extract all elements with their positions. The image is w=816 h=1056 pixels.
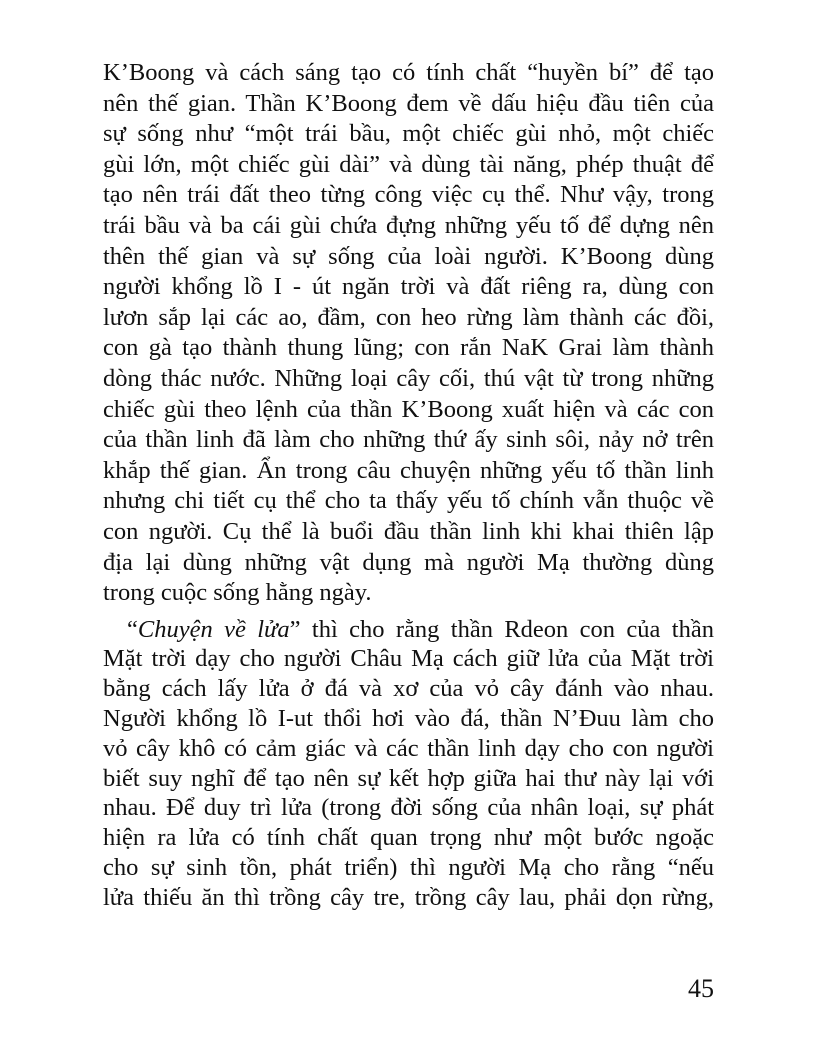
text-line: nhau. Để duy trì lửa (trong đời sống của nhân loại, sự phát xyxy=(103,794,714,822)
text-line: nhưng chi tiết cụ thể cho ta thấy yếu tố chính vẫn thuộc về xyxy=(103,487,714,515)
text-line: biết suy nghĩ để tạo nên sự kết hợp giữa hai thư này lại với xyxy=(103,764,714,792)
text-line: K’Boong và cách sáng tạo có tính chất “huyền bí” để tạo xyxy=(103,59,714,86)
text-line: người khổng lồ I - út ngăn trời và đất riêng ra, dùng con xyxy=(103,273,714,301)
text-line: con người. Cụ thể là buổi đầu thần linh khi khai thiên lập xyxy=(103,517,714,545)
text-line: địa lại dùng những vật dụng mà người Mạ thường dùng xyxy=(103,548,714,576)
text-span: ” thì cho rằng thần Rdeon con của thần xyxy=(289,615,714,643)
text-line: dòng thác nước. Những loại cây cối, thú vật từ trong những xyxy=(103,364,714,392)
open-quote: “ xyxy=(127,615,138,643)
text-line: khắp thế gian. Ẩn trong câu chuyện những yếu tố thần linh xyxy=(103,456,714,484)
text-line: sự sống như “một trái bầu, một chiếc gùi nhỏ, một chiếc xyxy=(103,120,714,148)
text-line: Mặt trời dạy cho người Châu Mạ cách giữ lửa của Mặt trời xyxy=(103,645,714,673)
text-line: gùi lớn, một chiếc gùi dài” và dùng tài năng, phép thuật để xyxy=(103,150,714,178)
text-line: cho sự sinh tồn, phát triển) thì người Mạ cho rằng “nếu xyxy=(103,854,714,882)
text-line: lửa thiếu ăn thì trồng cây tre, trồng cây lau, phải dọn rừng, xyxy=(103,883,714,911)
text-line: Người khổng lồ I-ut thổi hơi vào đá, thần N’Đuu làm cho xyxy=(103,705,714,733)
text-line: bằng cách lấy lửa ở đá và xơ của vỏ cây đánh vào nhau. xyxy=(103,675,714,703)
text-line: chiếc gùi theo lệnh của thần K’Boong xuất hiện và các con xyxy=(103,395,714,423)
text-line: trong cuộc sống hằng ngày. xyxy=(103,579,372,607)
paragraph-2 xyxy=(103,615,714,913)
story-title: Chuyện về lửa xyxy=(137,615,290,643)
text-line: trái bầu và ba cái gùi chứa đựng những yếu tố để dựng nên xyxy=(103,211,714,239)
text-line: lươn sắp lại các ao, đầm, con heo rừng làm thành các đồi, xyxy=(103,303,714,331)
paragraph-1 xyxy=(103,58,714,609)
page-number: 45 xyxy=(688,974,714,1003)
text-line: vỏ cây khô có cảm giác và các thần linh dạy cho con người xyxy=(103,734,714,762)
text-line xyxy=(103,615,714,645)
text-line: con gà tạo thành thung lũng; con rắn NaK Grai làm thành xyxy=(103,334,714,362)
text-line: tạo nên trái đất theo từng công việc cụ thể. Như vậy, trong xyxy=(103,181,714,209)
text-line: nên thế gian. Thần K’Boong đem về dấu hiệu đầu tiên của xyxy=(103,89,714,117)
page-body xyxy=(103,58,714,913)
text-line: của thần linh đã làm cho những thứ ấy sinh sôi, nảy nở trên xyxy=(103,426,714,454)
text-line: thên thế gian và sự sống của loài người. K’Boong dùng xyxy=(103,242,714,270)
text-line: hiện ra lửa có tính chất quan trọng như một bước ngoặc xyxy=(103,824,714,852)
